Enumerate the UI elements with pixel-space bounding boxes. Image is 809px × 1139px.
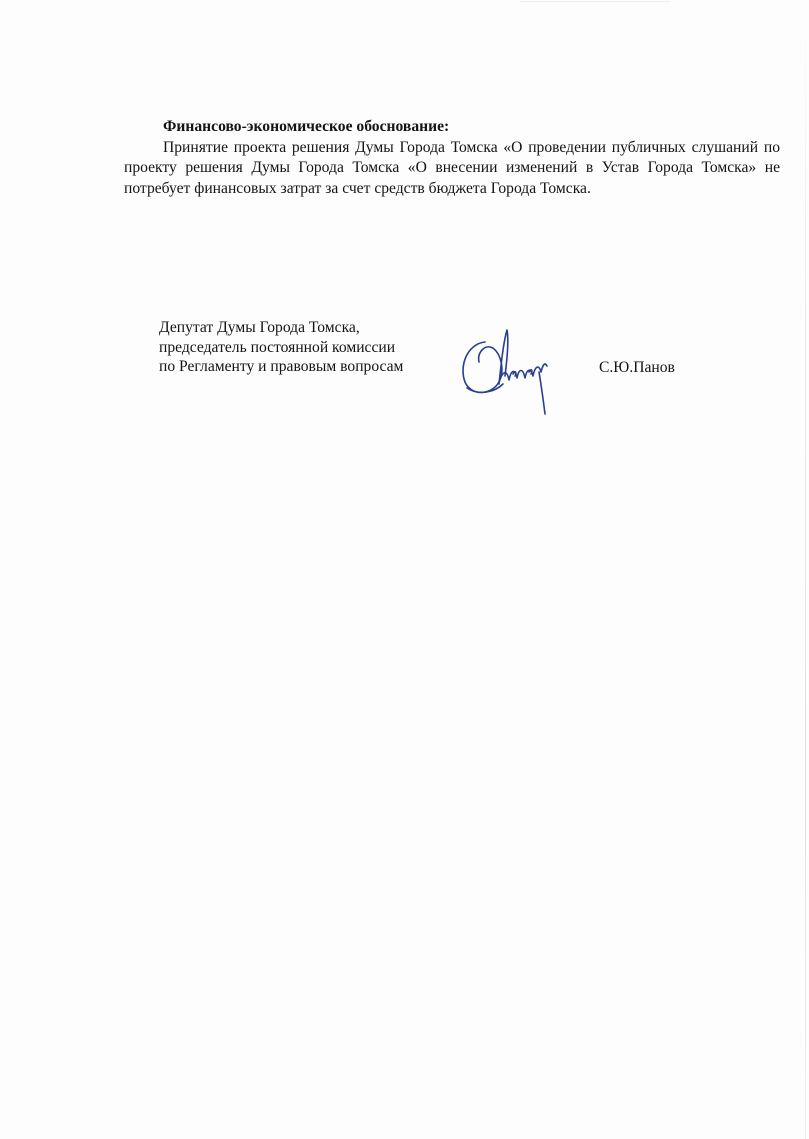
scan-edge-top	[520, 1, 670, 2]
scan-edge-right	[805, 0, 806, 1139]
signatory-position	[159, 318, 403, 377]
signatory-position-line-1: Депутат Думы Города Томска,	[159, 319, 360, 336]
justification-section	[124, 117, 780, 199]
signatory-position-line-3: по Регламенту и правовым вопросам	[159, 358, 404, 375]
justification-paragraph: Принятие проекта решения Думы Города Томска «О проведении публичных слушаний по проекту решения Думы Города Томска «О внесении изменений в Устав Города Томска» не потребует финансовых затрат за счет средств бюджета Города Томска.	[124, 138, 780, 197]
signatory-position-line-2: председатель постоянной комиссии	[159, 338, 396, 356]
section-heading: Финансово-экономическое обоснование:	[163, 118, 450, 135]
signatory-name: С.Ю.Панов	[599, 359, 675, 376]
handwritten-signature	[455, 326, 565, 418]
